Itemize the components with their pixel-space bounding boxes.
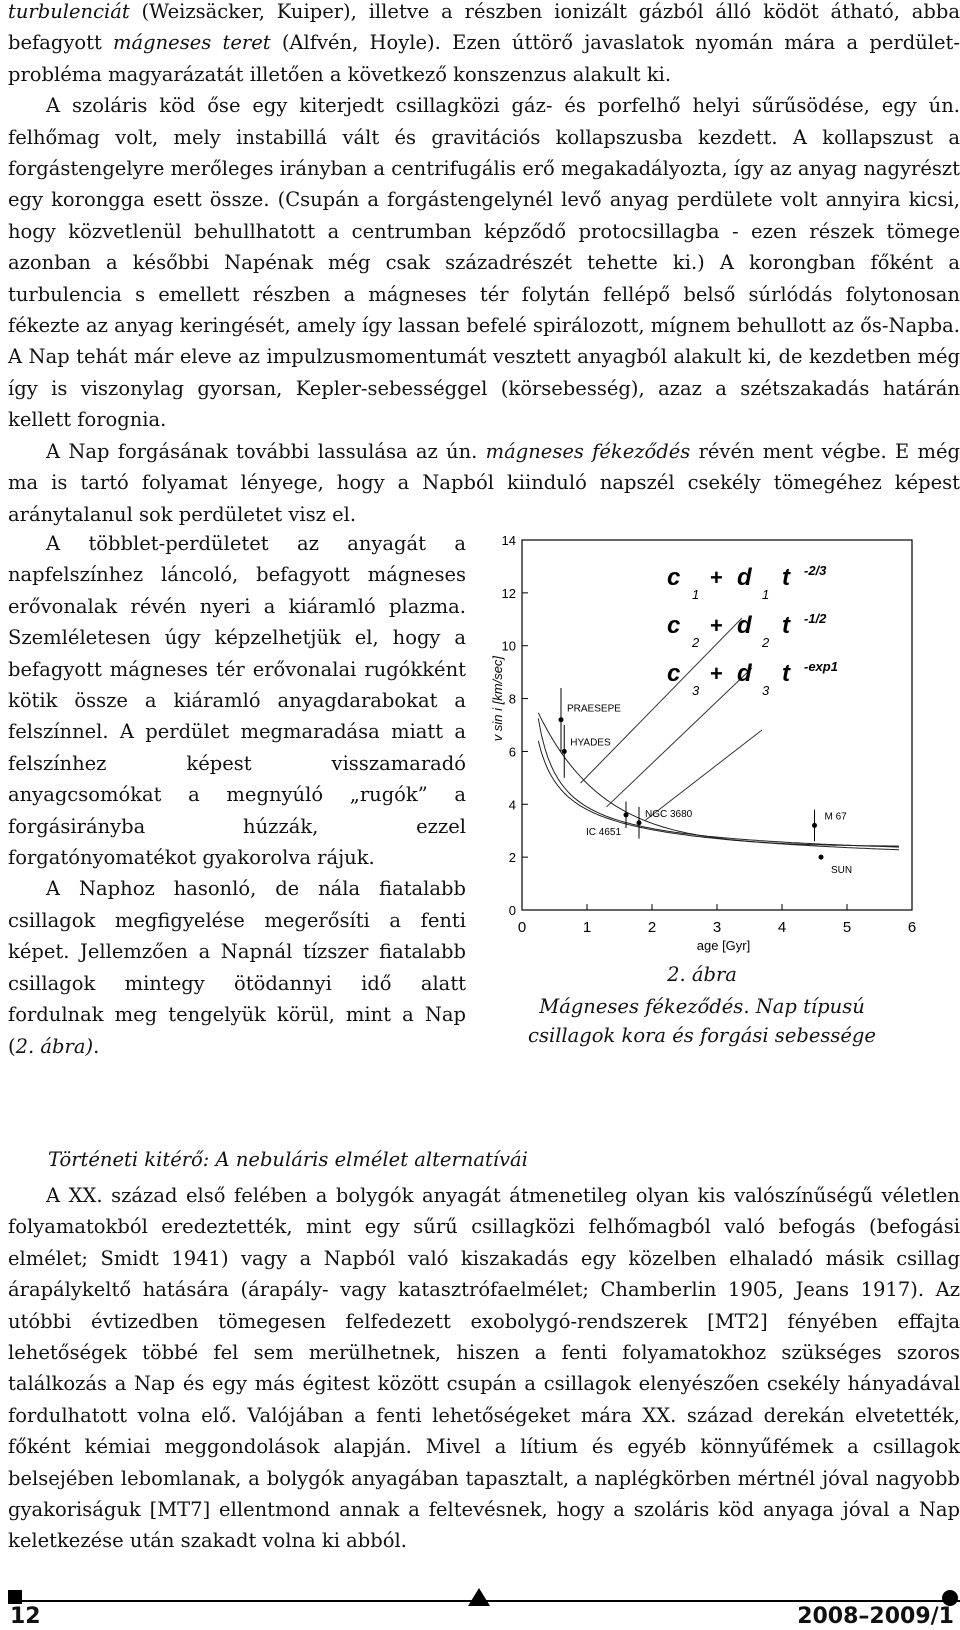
fit-formula-part: + <box>710 661 723 686</box>
text-run: A Naphoz hasonló, de nála fiatalabb csillagok megfigyelése megerősíti a fenti képet. Jellemzően a Napnál tízszer fiatalabb csillagok mintegy ötödannyi idő alatt fordulnak meg tengelyük körül, mint a Nap ( <box>8 877 466 1058</box>
y-tick-label: 6 <box>508 744 516 760</box>
fit-formula-part: t <box>782 564 790 591</box>
footer-rule <box>14 1600 960 1602</box>
fit-formula-part: d <box>737 660 752 687</box>
text-run: A többlet-perdületet az anyagát a napfelszínhez láncoló, befagyott mágneses erővonalak révén nyeri a kiáramló plazma. Szemléletesen úgy képzelhetjük el, hogy a befagyott mágneses tér erővonalai rugókként kötik össze a kiáramló anyagdarabokat a felszínnel. A perdület megmaradása miatt a felszínhez képest visszamaradó anyagcsomókat a megnyúló „rugók” a forgásirányba húzzák, ezzel forgatónyomatékot gyakorolva rájuk. <box>8 532 466 870</box>
data-point <box>812 823 817 828</box>
x-tick-label: 6 <box>907 919 917 936</box>
data-point <box>819 855 824 860</box>
y-axis-label: v sin i [km/sec] <box>490 655 505 742</box>
fit-formula-part: -2/3 <box>804 563 827 578</box>
data-point <box>624 812 629 817</box>
x-tick-label: 4 <box>777 919 787 936</box>
y-tick-label: 14 <box>501 533 516 548</box>
fit-formula-part: d <box>737 564 752 591</box>
point-label: NGC 3680 <box>645 808 693 820</box>
bottom-text-block <box>8 1180 960 1557</box>
fit-formula-part: -exp1 <box>804 659 838 674</box>
text-run: révén ment végbe. E még ma is tartó folyamat lényege, hogy a Napból kiinduló napszél csekély tömegéhez képest aránytalanul sok perdületet visz el. <box>8 439 960 526</box>
x-tick-label: 1 <box>582 919 592 936</box>
point-label: M 67 <box>824 811 847 823</box>
text-run: (Weizsäcker, Kuiper), illetve a részben ionizált gázból álló ködöt átható, abba befagyott <box>8 0 960 55</box>
section-title: Történeti kitérő: A nebuláris elmélet alternatívái <box>48 1148 528 1171</box>
fit-formula-part: 1 <box>692 587 700 602</box>
x-tick-label: 0 <box>517 919 527 936</box>
x-tick-label: 2 <box>647 919 657 936</box>
rotation-age-chart <box>490 533 932 1000</box>
curve-arrow <box>607 668 753 807</box>
text-run: (Alfvén, Hoyle). Ezen úttörő javaslatok nyomán mára a perdület-probléma magyarázatát illetően a következő konszenzus alakult ki. <box>8 31 960 86</box>
y-tick-label: 4 <box>508 797 516 813</box>
figure-2 <box>490 533 960 1110</box>
fit-formula-part: 3 <box>692 683 700 698</box>
paragraph <box>8 1180 960 1557</box>
point-label: SUN <box>831 865 853 877</box>
figure-caption-line2: csillagok kora és forgási sebessége <box>528 1024 876 1047</box>
point-label: IC 4651 <box>586 826 622 838</box>
left-column-text <box>8 528 466 1062</box>
page-number: 12 <box>10 1604 41 1629</box>
fit-formula-part: c <box>667 612 681 639</box>
x-axis-label: age [Gyr] <box>696 938 751 953</box>
fit-formula-part: d <box>737 612 752 639</box>
data-point <box>562 749 567 754</box>
paragraph <box>8 528 466 873</box>
y-tick-label: 12 <box>501 585 516 601</box>
fit-formula-part: 3 <box>762 683 770 698</box>
figure-caption-number: 2. ábra <box>667 963 737 986</box>
y-tick-label: 0 <box>508 903 516 918</box>
fit-formula-part: 1 <box>762 587 770 602</box>
plot-frame <box>522 540 912 910</box>
text-run: A szoláris köd őse egy kiterjedt csillagközi gáz- és porfelhő helyi sűrűsödése, egy ún. felhőmag volt, mely instabillá vált és gravitációs kollapszusba kezdett. A kollapszust a forgástengelyre merőleges irányban a centrifugális erő megakadályozta, így az anyag nagyrészt egy korongga esett össze. (Csupán a forgástengelynél levő anyag perdülete volt annyira kicsi, hogy közvetlenül behullhatott a centrumban képződő protocsillagba - ezen részek tömege azonban a későbbi Napénak még csak századrészét tehette ki.) A korongban főként a turbulencia s emellett részben a mágneses tér folytán fellépő belső súrlódás folytonosan fékezte az anyag keringését, amely így lassan befelé spirálozott, mígnem behullott az ős-Napba. A Nap tehát már eleve az impulzusmomentumát vesztett anyagból alakult ki, de kezdetben még így is viszonylag gyorsan, Kepler-sebességgel (körsebesség), azaz a szétszakadás határán kellett forognia. <box>8 94 960 432</box>
footer-triangle-mark <box>468 1588 490 1606</box>
point-label: PRAESEPE <box>567 703 621 715</box>
text-run: A XX. század első felében a bolygók anyagát átmenetileg olyan kis valószínűségű véletlen folyamatokból eredeztették, mint egy sűrű csillagközi felhőmagból való befogás (befogási elmélet; Smidt 1941) vagy a Napból való kiszakadás egy közelben elhaladó másik csillag árapálykeltő hatására (árapály- vagy katasztrófaelmélet; Chamberlin 1905, Jeans 1917). Az utóbbi évtizedben tömegesen felfedezett exobolygó-rendszerek [MT2] fényében effajta lehetőségek többé fel sem merülhetnek, hiszen a fenti folyamatokhoz szükséges szoros találkozás a Nap és egy más égitest között csupán a csillagok elenyészően csekély hányadával fordulhatott volna elő. Valójában a fenti lehetőségeket mára XX. század derekán elvetették, főként kémiai meggondolások alapján. Mivel a lítium és egyéb könnyűfémek a csillagok belsejében lebomlanak, a bolygók anyagában tapasztalt, a naplégkörben mértnél jóval nagyobb gyakoriságuk [MT7] ellentmond annak a feltevésnek, hogy a szoláris köd anyaga jóval a Nap keletkezése után szakadt volna ki abból. <box>8 1184 960 1553</box>
italic-run: 2. ábra) <box>15 1034 94 1058</box>
data-point <box>637 820 642 825</box>
text-run: A Nap forgásának további lassulása az ún. <box>46 439 486 463</box>
figure-caption-line1: Mágneses fékeződés. Nap típusú <box>539 995 865 1018</box>
fit-formula-part: + <box>710 613 723 638</box>
italic-run: mágneses fékeződés <box>485 439 691 463</box>
fit-formula-part: 2 <box>692 635 700 650</box>
data-point <box>559 717 564 722</box>
paragraph <box>8 873 466 1061</box>
fit-formula-part: c <box>667 660 681 687</box>
paragraph <box>8 90 960 435</box>
y-tick-label: 8 <box>508 691 516 707</box>
italic-run: mágneses teret <box>113 31 271 55</box>
paragraph <box>8 0 960 90</box>
y-tick-label: 2 <box>508 850 516 866</box>
paragraph <box>8 436 960 530</box>
fit-formula-part: -1/2 <box>804 611 827 626</box>
fit-formula-part: t <box>782 660 790 687</box>
fit-formula-part: c <box>667 564 681 591</box>
italic-run: turbulenciát <box>8 0 130 23</box>
text-run: . <box>93 1034 100 1058</box>
point-label: HYADES <box>570 737 611 749</box>
fit-formula-part: 2 <box>762 635 770 650</box>
x-tick-label: 5 <box>842 919 852 936</box>
x-tick-label: 3 <box>712 919 722 936</box>
y-tick-label: 10 <box>501 638 516 654</box>
curve-arrow <box>646 730 763 820</box>
top-text-block <box>8 0 960 530</box>
fit-formula-part: + <box>710 565 723 590</box>
issue-label: 2008–2009/1 <box>797 1604 954 1629</box>
fit-formula-part: t <box>782 612 790 639</box>
